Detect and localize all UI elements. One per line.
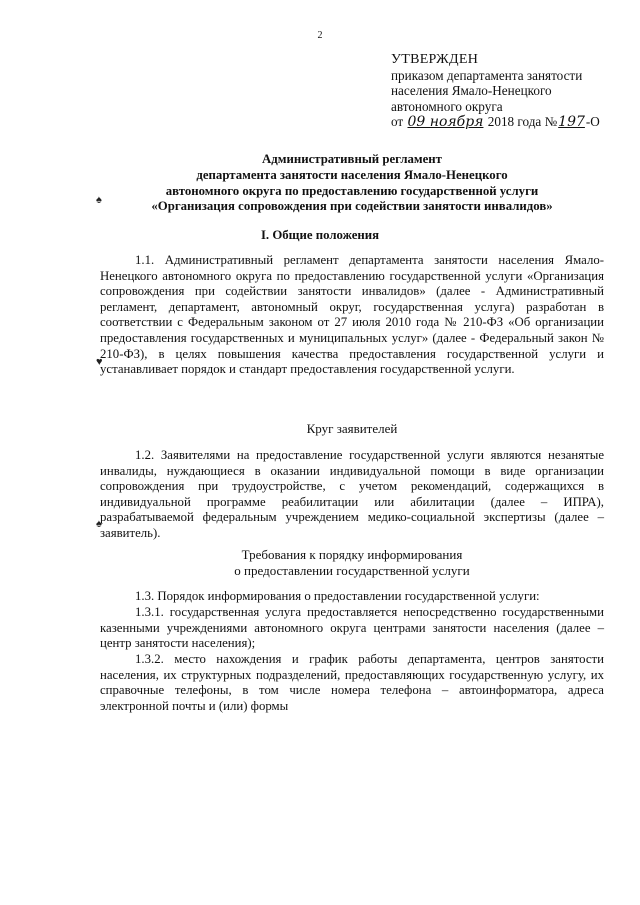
margin-mark-icon: ♠	[96, 518, 102, 530]
title-line-3: автономного округа по предоставлению государственной услуги	[165, 183, 539, 198]
date-year: 2018 года №	[487, 114, 558, 130]
approval-date-line	[391, 114, 631, 131]
paragraph-1-3: 1.3. Порядок информирования о предоставлении государственной услуги:	[135, 589, 540, 603]
approval-stamp-block	[391, 52, 631, 131]
approval-line-3: автономного округа	[391, 98, 503, 114]
paragraph-1-3-1: 1.3.1. государственная услуга предоставляется непосредственно государственными казенными учреждениями автономного округа центрами занятости населения (далее – центр занятости населения);	[100, 605, 604, 651]
paragraph-1-1: 1.1. Административный регламент департамента занятости населения Ямало-Ненецкого автономного округа по предоставлению государственной услуги «Организация сопровождения при содействии занятости инвалидов» (далее - Административный регламент, департамент, автономный округ, государственная услуга) разработан в соответствии с Федеральным законом от 27 июля 2010 года № 210-ФЗ «Об организации предоставления государственных и муниципальных услуг» (далее - Федеральный закон № 210-ФЗ), в целях повышения качества предоставления государственной услуги и устанавливает порядок и стандарт предоставления государственной услуги.	[100, 253, 604, 377]
date-prefix: от	[391, 114, 404, 130]
document-title	[92, 152, 612, 215]
paragraph-1-2: 1.2. Заявителями на предоставление государственной услуги являются незанятые инвалиды, нуждающиеся в оказании индивидуальной помощи в виде организации сопровождения при трудоустройстве, с учетом рекомендаций, содержащихся в индивидуальной программе реабилитации или абилитации (далее – ИПРА), разрабатываемой федеральным учреждением медико-социальной экспертизы (далее – заявитель).	[100, 448, 604, 540]
approval-line-2: населения Ямало-Ненецкого	[391, 83, 552, 99]
handwritten-number: 197	[558, 114, 585, 131]
subheading-informing-line-2: о предоставлении государственной услуги	[234, 562, 470, 578]
subheading-applicants: Круг заявителей	[306, 421, 398, 436]
title-line-1: Административный регламент	[262, 152, 442, 166]
paragraph-1-3-2: 1.3.2. место нахождения и график работы департамента, центров занятости населения, их структурных подразделений, предоставляющих государственную услугу, их справочные телефоны, в том числе номера телефона – автоинформатора, адреса электронной почты и (или) формы	[100, 652, 604, 713]
title-line-4: «Организация сопровождения при содействии занятости инвалидов»	[151, 199, 553, 214]
approval-title: УТВЕРЖДЕН	[391, 52, 479, 67]
title-line-2: департамента занятости населения Ямало-Ненецкого	[196, 167, 508, 182]
handwritten-date: 09 ноября	[407, 114, 484, 131]
subheading-informing-line-1: Требования к порядку информирования	[241, 547, 463, 562]
approval-line-1: приказом департамента занятости	[391, 67, 583, 83]
margin-mark-icon: ♥	[96, 356, 103, 368]
number-suffix: -О	[585, 114, 600, 130]
subheading-informing	[100, 547, 604, 578]
section-heading-general: I. Общие положения	[260, 228, 380, 242]
page-number: 2	[317, 30, 323, 41]
margin-mark-icon: ♠	[96, 194, 102, 206]
